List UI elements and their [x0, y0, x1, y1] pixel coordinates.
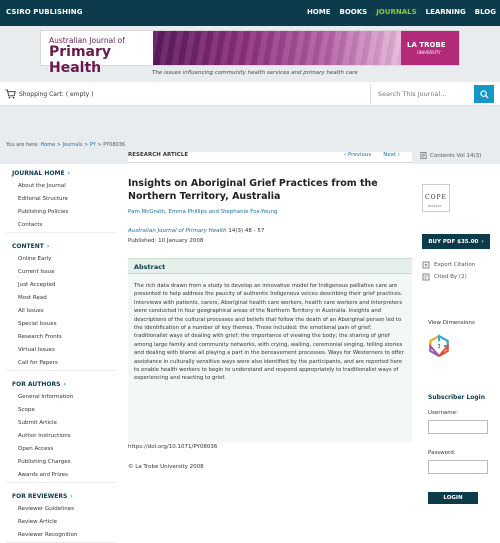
right-sidebar [420, 152, 494, 501]
sidebar-heading-reviewers[interactable] [6, 487, 116, 503]
journal-logo-line1: Australian Journal of [49, 36, 125, 45]
sidebar-item-virtual-issues[interactable]: Virtual Issues [18, 347, 55, 353]
nav-learning[interactable]: LEARNING [425, 8, 466, 16]
sidebar-group-reviewers [6, 487, 116, 543]
breadcrumb-py[interactable]: PY [89, 142, 96, 148]
article-type: RESEARCH ARTICLE [128, 152, 189, 158]
sidebar-item-current-issue[interactable]: Current Issue [18, 269, 55, 275]
cited-by-link[interactable] [422, 273, 467, 281]
sidebar-item-editorial[interactable]: Editorial Structure [18, 196, 69, 202]
sidebar-item-policies[interactable]: Publishing Policies [18, 209, 69, 215]
article-main [128, 152, 412, 500]
sidebar-item-review-article[interactable]: Review Article [18, 519, 58, 525]
partner-sub: UNIVERSITY [417, 50, 441, 55]
search-icon [480, 90, 489, 99]
contents-label: Contents Vol 14(3) [430, 152, 482, 159]
previous-article-link[interactable] [344, 152, 371, 158]
password-field[interactable] [428, 460, 488, 474]
sidebar-item-about[interactable]: About the Journal [18, 183, 66, 189]
chevron-right-icon: › [46, 243, 50, 250]
sidebar-item-general-info[interactable]: General Information [18, 394, 74, 400]
breadcrumb [6, 142, 125, 148]
top-navigation-bar [0, 0, 500, 26]
sidebar-item-special-issues[interactable]: Special Issues [18, 321, 57, 327]
abstract-heading: Abstract [134, 263, 166, 271]
citation-volume: 14(3) 48 - 57 [226, 228, 265, 234]
sidebar-item-awards[interactable]: Awards and Prizes [18, 472, 68, 478]
sidebar-heading-journal-home[interactable] [6, 164, 116, 180]
login-button[interactable] [428, 492, 478, 504]
journal-banner-area [0, 26, 500, 82]
search-input[interactable] [371, 84, 474, 104]
article-citation [128, 228, 264, 234]
sidebar-item-most-read[interactable]: Most Read [18, 295, 47, 301]
chevron-right-icon: › [67, 170, 71, 177]
article-title: Insights on Aboriginal Grief Practices from the Northern Territory, Australia [128, 178, 378, 202]
sidebar-item-online-early[interactable]: Online Early [18, 256, 52, 262]
article-doi[interactable]: https://doi.org/10.1071/PY08036 [128, 444, 218, 450]
sidebar-item-all-issues[interactable]: All Issues [18, 308, 44, 314]
breadcrumb-sep: > [82, 142, 90, 148]
site-brand[interactable]: CSIRO PUBLISHING [6, 8, 83, 16]
main-nav [307, 8, 496, 16]
article-authors[interactable]: Pam McGrath, Emma Phillips and Stephanie Fox-Young [128, 209, 278, 215]
export-citation-label: Export Citation [434, 262, 476, 268]
cope-logo[interactable] [422, 184, 450, 212]
sidebar-item-open-access[interactable]: Open Access [18, 446, 54, 452]
sidebar-item-research-fronts[interactable]: Research Fronts [18, 334, 62, 340]
altmetric-donut-icon[interactable] [428, 335, 450, 357]
breadcrumb-sep: > [55, 142, 63, 148]
chevron-right-icon: › [481, 238, 484, 245]
sidebar-item-scope[interactable]: Scope [18, 407, 35, 413]
chevron-left-icon: ‹ [344, 152, 348, 158]
banner-image [153, 31, 401, 65]
sidebar-heading-label: JOURNAL HOME [12, 170, 65, 177]
sidebar-heading-label: CONTENT [12, 243, 44, 250]
login-label: LOGIN [443, 495, 463, 501]
sidebar-item-reviewer-guidelines[interactable]: Reviewer Guidelines [18, 506, 74, 512]
quote-icon [422, 273, 430, 281]
export-icon [422, 261, 430, 269]
next-label: Next [383, 152, 397, 158]
sidebar-heading-label: FOR AUTHORS [12, 381, 61, 388]
article-published-date: Published: 10 January 2008 [128, 238, 204, 244]
document-icon [420, 152, 427, 159]
journal-tagline: The issues influencing community health services and primary health care [152, 70, 358, 76]
abstract-text: The rich data drawn from a study to develop an innovative model for Indigenous palliative care are presented to help address the paucity of authentic Indigenous voices describing their grief practices. Interviews with patients, carers, Aboriginal health care workers, health care workers and interpreters were conducted in four geographical areas of the Northern Territory in Australia. Insights and descriptions of the cultural processes and beliefs that follow the death of an Aboriginal person led to the identification of a number of key themes. These included: the emotional pain of grief; traditionalist ways of dealing with grief; the importance of viewing the body; the sharing of grief among large family and community networks, with crying, wailing, ceremonial singing, telling stories and dealing with blame all playing a part in the bereavement processes. Ways for Westerners to offer assistance in culturally sensitive ways were also identified by the participants, and are reported here to enable health workers to begin to understand and respond appropriately to traditionalist ways of experiencing and reacting to grief. [128, 274, 412, 442]
partner-logo [401, 31, 459, 65]
sidebar-item-call-for-papers[interactable]: Call for Papers [18, 360, 58, 366]
contents-link[interactable] [420, 152, 481, 159]
breadcrumb-prefix: You are here: [6, 142, 41, 148]
article-topline [128, 152, 412, 163]
breadcrumb-home[interactable]: Home [40, 142, 56, 148]
password-label: Password: [428, 450, 456, 456]
search-field-wrap [370, 84, 474, 104]
chevron-right-icon: › [63, 381, 66, 388]
nav-books[interactable]: BOOKS [339, 8, 368, 16]
sidebar-item-just-accepted[interactable]: Just Accepted [18, 282, 56, 288]
left-sidebar [6, 164, 116, 538]
nav-blog[interactable]: BLOG [474, 8, 496, 16]
cart-search-bar [0, 82, 500, 106]
export-citation-link[interactable] [422, 261, 475, 269]
previous-label: Previous [347, 152, 372, 158]
nav-home[interactable]: HOME [306, 8, 331, 16]
sidebar-heading-content[interactable] [6, 237, 116, 253]
nav-journals[interactable]: JOURNALS [376, 8, 417, 16]
abstract-header [128, 258, 412, 274]
sidebar-item-reviewer-recognition[interactable]: Reviewer Recognition [18, 532, 78, 538]
sidebar-item-author-instructions[interactable]: Author Instructions [18, 433, 71, 439]
article-pagination [344, 152, 400, 158]
breadcrumb-current: PY08036 [103, 142, 126, 148]
cope-text: COPE [425, 194, 447, 201]
view-dimensions-link[interactable]: View Dimensions [428, 320, 475, 326]
citation-journal[interactable]: Australian Journal of Primary Health [128, 228, 227, 234]
next-article-link[interactable] [383, 152, 400, 158]
subscriber-login-heading: Subscriber Login [428, 394, 486, 401]
sidebar-heading-label: FOR REVIEWERS [12, 493, 68, 500]
sidebar-item-submit-article[interactable]: Submit Article [18, 420, 57, 426]
journal-logo-line2: Primary Health [49, 44, 112, 76]
chevron-right-icon: › [396, 152, 400, 158]
username-field[interactable] [428, 420, 488, 434]
cited-by-label: Cited By (2) [434, 274, 467, 280]
shopping-cart-label[interactable]: Shopping Cart: ( empty ) [19, 91, 94, 98]
sidebar-heading-authors[interactable] [6, 375, 116, 391]
sidebar-item-publishing-charges[interactable]: Publishing Charges [18, 459, 71, 465]
partner-name: LA TROBE [407, 41, 446, 49]
article-copyright: © La Trobe University 2008 [128, 464, 204, 470]
sidebar-group-content [6, 237, 116, 371]
sidebar-group-journal-home [6, 164, 116, 233]
sidebar-item-contacts[interactable]: Contacts [18, 222, 43, 228]
buy-pdf-label: BUY PDF $35.00 [428, 238, 479, 245]
altmetric-score: 3 [437, 344, 441, 350]
breadcrumb-sep: > [95, 142, 104, 148]
username-label: Username: [428, 410, 458, 416]
cope-sub: JM12934 [428, 204, 442, 208]
sidebar-group-authors [6, 375, 116, 483]
journal-logo [41, 31, 153, 76]
buy-pdf-button[interactable] [422, 234, 490, 249]
chevron-right-icon: › [70, 493, 73, 500]
breadcrumb-journals[interactable]: Journals [62, 142, 83, 148]
shopping-cart-icon[interactable] [5, 89, 16, 99]
search-button[interactable] [474, 85, 494, 103]
